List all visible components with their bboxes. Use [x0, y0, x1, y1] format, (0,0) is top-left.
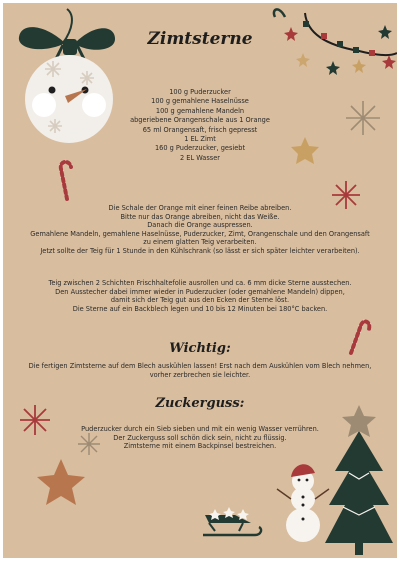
- ingredient-item: abgeriebene Orangenschale aus 1 Orange: [130, 116, 270, 125]
- instruction-line: Danach die Orange auspressen.: [147, 221, 253, 230]
- instruction-line: Die Sterne auf ein Backblech legen und 10 bis 12 Minuten bei 180°C backen.: [72, 304, 328, 313]
- icing-line: Zimtsterne mit einem Backpinsel bestreichen.: [123, 442, 277, 451]
- ingredient-item: 1 EL Zimt: [184, 135, 216, 144]
- important-line: vorher zerbrechen sie leichter.: [149, 370, 251, 379]
- important-line: Die fertigen Zimtsterne auf dem Blech auskühlen lassen! Erst nach dem Auskühlen vom Blech nehmen,: [28, 362, 372, 370]
- recipe-title: Zimtsterne: [147, 29, 253, 49]
- icing-line: Puderzucker durch ein Sieb sieben und mit ein wenig Wasser verrühren.: [81, 425, 319, 433]
- ingredient-item: 2 EL Wasser: [179, 153, 220, 162]
- recipe-page: [3, 3, 397, 558]
- important-heading: Wichtig:: [169, 341, 231, 356]
- instruction-line: Den Ausstecher dabei immer wieder in Puderzucker (oder gemahlene Mandeln) dippen,: [55, 287, 345, 296]
- candy-cane-icon: [61, 162, 71, 199]
- ingredient-item: 100 g gemahlene Haselnüsse: [151, 97, 249, 106]
- instruction-line: Jetzt sollte der Teig für 1 Stunde in den Kühlschrank (so lässt er sich später leichter verarbeiten).: [40, 246, 360, 255]
- snowman-icon: [277, 464, 329, 542]
- instruction-line: damit sich der Teig gut aus den Ecken der Sterne löst.: [110, 296, 290, 305]
- icing-heading: Zuckerguss:: [155, 396, 245, 411]
- instructions-part2: [7, 279, 393, 313]
- instruction-line: zu einem glatten Teig verarbeiten.: [143, 238, 257, 247]
- sled-icon: [203, 507, 261, 535]
- ingredient-item: 160 g Puderzucker, gesiebt: [154, 144, 246, 153]
- icing-instructions: [7, 425, 393, 451]
- instruction-line: Bitte nur das Orange abreiben, nicht das Weiße.: [120, 212, 280, 221]
- instruction-line: Die Schale der Orange mit einer feinen Reibe abreiben.: [108, 204, 292, 212]
- instruction-line: Teig zwischen 2 Schichten Frischhaltefolie ausrollen und ca. 6 mm dicke Sterne ausstechen.: [48, 279, 352, 287]
- star-icon: [37, 459, 85, 505]
- ingredient-list: [7, 88, 393, 163]
- ingredient-item: 65 ml Orangensaft, frisch gepresst: [142, 125, 258, 134]
- ingredient-item: 100 g gemahlene Mandeln: [155, 106, 245, 115]
- ingredient-item: 100 g Puderzucker: [169, 88, 231, 96]
- instruction-line: Gemahlene Mandeln, gemahlene Haselnüsse, Puderzucker, Zimt, Orangenschale und den Orangensaft: [30, 229, 370, 238]
- icing-line: Der Zuckerguss soll schön dick sein, nicht zu flüssig.: [113, 433, 287, 442]
- instructions-part1: [7, 204, 393, 256]
- important-note: [7, 362, 393, 379]
